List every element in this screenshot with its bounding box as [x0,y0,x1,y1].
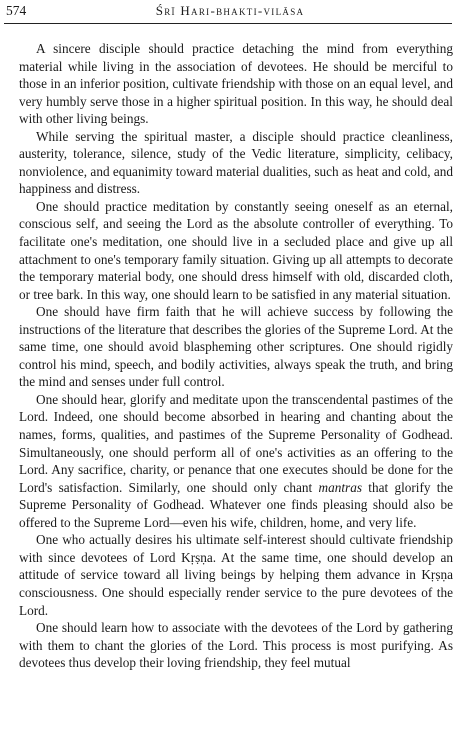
paragraph-4: One should have firm faith that he will achieve success by following the instructions of the literature that describes the glories of the Supreme Lord. At the same time, one should avoid blaspheming other scriptures. One should rigidly control his mind, speech, and bodily activities, always speak the truth, and bring the mind and senses under full control. [19,304,453,390]
paragraph-5 [19,391,453,531]
paragraph-1: A sincere disciple should practice detaching the mind from everything material while living in the association of devotees. He should be merciful to those in an inferior position, cultivate friendship with those on an equal level, and very humbly serve those in a higher spiritual position. In this way, he should deal with other living beings. [19,41,453,127]
paragraph-3: One should practice meditation by constantly seeing oneself as an eternal, conscious self, and seeing the Lord as the absolute controller of everything. To facilitate one's meditation, one should live in a secluded place and give up all attachment to one's temporary family situation. Giving up all attempts to decorate the temporary material body, one should dress himself with old, discarded cloth, or tree bark. In this way, one should learn to be satisfied in any material situation. [19,198,453,302]
paragraph-5-text-before: One should hear, glorify and meditate upon the transcendental pastimes of the Lord. Indeed, one should become absorbed in hearing and chanting about the names, forms, qualities, and pastimes of the Supreme Personality of Godhead. Simultaneously, one should perform all of one's activities as an offering to the Lord. Any sacrifice, charity, or penance that one executes should be done for the Lord's satisfaction. Similarly, one should only chant [19,391,453,495]
body-text [19,32,453,672]
paragraph-7: One should learn how to associate with the devotees of the Lord by gathering with them to chant the glories of the Lord. This process is most purifying. As devotees thus develop their loving friendship, they feel mutual [19,620,453,671]
header-rule [4,23,452,24]
paragraph-2: While serving the spiritual master, a disciple should practice cleanliness, austerity, tolerance, silence, study of the Vedic literature, simplicity, celibacy, nonviolence, and equanimity toward material dualities, such as heat and cold, and happiness and distress. [19,128,453,197]
page-number: 574 [6,3,27,18]
paragraph-6: One who actually desires his ultimate self-interest should cultivate friendship with since devotees of Lord Kṛṣṇa. At the same time, one should develop an attitude of service toward all living beings by helping them advance in Kṛṣṇa consciousness. One should especially render service to the pure devotees of the Lord. [19,532,453,618]
paragraph-5-italic-term: mantras [318,479,362,495]
paragraph-5-text-after: that glorify the Supreme Personality of Godhead. Whatever one finds pleasing should also be offered to the Supreme Lord—even his wife, children, home, and very life. [19,479,453,530]
running-title: Śrī Hari-bhakti-vilāsa [155,3,305,18]
